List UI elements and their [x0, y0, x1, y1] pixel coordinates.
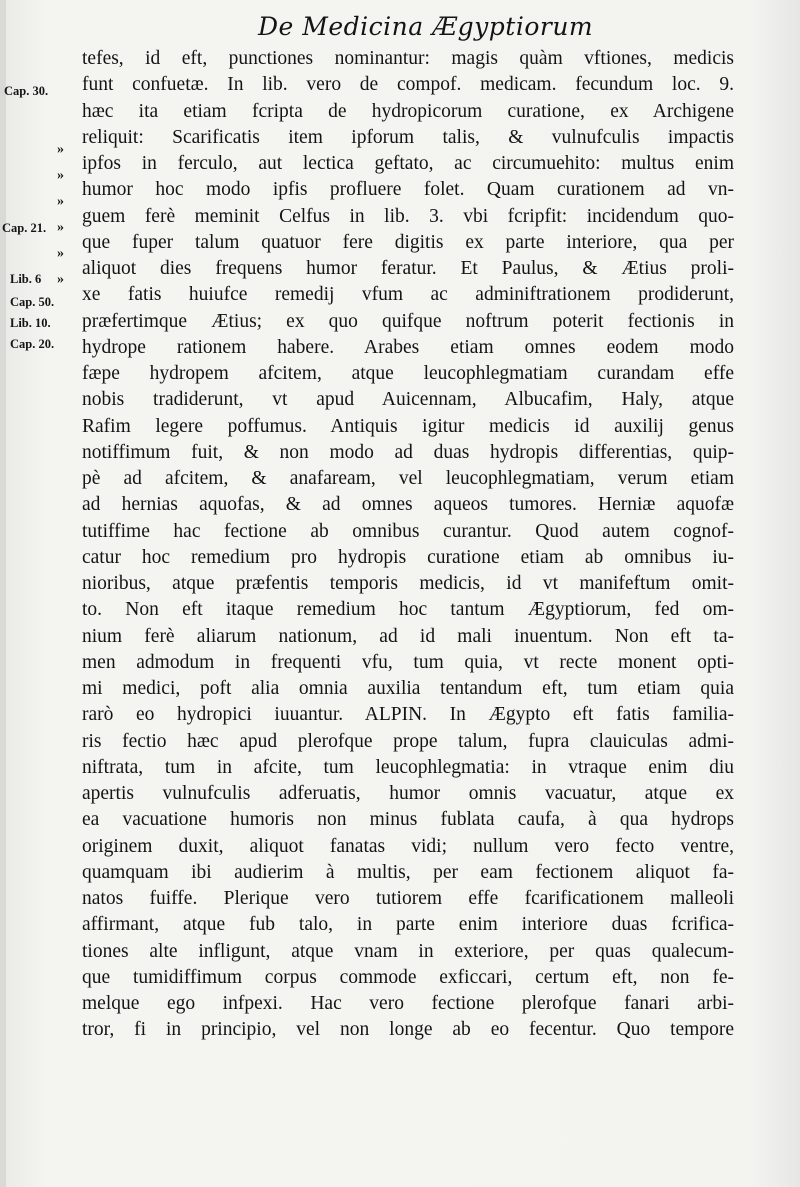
text-line: melque ego infpexi. Hac vero fectione plerofque fanari arbi-	[82, 993, 734, 1014]
text-line: præfertimque Ætius; ex quo quifque noftrum poterit fectionis in	[82, 310, 734, 332]
margin-note-cap-30: Cap. 30.	[4, 84, 49, 98]
text-line: ipfos in ferculo, aut lectica geftato, ac circumuehito: multus enim	[82, 153, 734, 174]
text-line: to. Non eft itaque remedium hoc tantum Ægyptiorum, fed om-	[82, 599, 734, 621]
quote-mark: »	[57, 194, 64, 209]
text-line: ad hernias aquofas, & ad omnes aqueos tumores. Herniæ aquofæ	[82, 494, 734, 516]
text-line: affirmant, atque fub talo, in parte enim interiore duas fcrifica-	[82, 914, 734, 936]
text-line: funt confuetæ. In lib. vero de compof. medicam. fecundum loc. 9.	[82, 74, 734, 96]
text-line: niftrata, tum in afcite, tum leucophlegmatia: in vtraque enim diu	[82, 756, 734, 778]
text-line: natos fuiffe. Plerique vero tutiorem effe fcarificationem malleoli	[82, 888, 734, 909]
text-line: ea vacuatione humoris non minus fublata caufa, à qua hydrops	[82, 809, 734, 831]
text-line: fæpe hydropem afcitem, atque leucophlegmatiam curandam effe	[82, 363, 734, 384]
text-line: tutiffime hac fectione ab omnibus curantur. Quod autem cognof-	[82, 520, 734, 542]
text-line: que tumidiffimum corpus commode exficcari, certum eft, non fe-	[82, 966, 734, 988]
quote-mark: »	[57, 272, 64, 287]
running-header: De Medicina Ægyptiorum	[258, 12, 594, 41]
text-line: rarò eo hydropici iuuantur. ALPIN. In Ægypto eft fatis familia-	[82, 704, 734, 726]
margin-note-lib-6: Lib. 6	[10, 272, 42, 286]
text-line: hæc ita etiam fcripta de hydropicorum curatione, ex Archigene	[82, 100, 734, 122]
text-line: quamquam ibi audierim à multis, per eam fectionem aliquot fa-	[82, 861, 734, 883]
margin-note-cap-20: Cap. 20.	[10, 337, 55, 351]
margin-note-lib-10: Lib. 10.	[10, 316, 51, 330]
text-line: nium ferè aliarum nationum, ad id mali inuentum. Non eft ta-	[82, 625, 734, 647]
margin-note-cap-21: Cap. 21.	[2, 221, 47, 235]
text-line: tiones alte infligunt, atque vnam in exteriore, per quas qualecum-	[82, 940, 734, 962]
text-line: apertis vulnufculis adferuatis, humor omnis vacuatur, atque ex	[82, 783, 734, 804]
text-line: tror, fi in principio, vel non longe ab eo fecentur. Quo tempore	[82, 1019, 734, 1041]
text-line: tefes, id eft, punctiones nominantur: magis quàm vftiones, medicis	[82, 48, 734, 69]
text-line: hydrope rationem habere. Arabes etiam omnes eodem modo	[82, 336, 734, 358]
text-line: guem ferè meminit Celfus in lib. 3. vbi fcripfit: incidendum quo-	[82, 205, 734, 227]
text-line: notiffimum fuit, & non modo ad duas hydropis differentias, quip-	[82, 441, 734, 463]
text-line: nobis tradiderunt, vt apud Auicennam, Albucafim, Haly, atque	[82, 389, 734, 411]
text-line: pè ad afcitem, & anafaream, vel leucophlegmatiam, verum etiam	[82, 468, 734, 489]
text-line: men admodum in frequenti vfu, tum quia, vt recte monent opti-	[82, 651, 734, 673]
quote-mark: »	[57, 142, 64, 157]
text-line: ris fectio hæc apud plerofque prope talum, fupra clauiculas admi-	[82, 730, 734, 752]
text-line: Rafim legere poffumus. Antiquis igitur medicis id auxilij genus	[82, 415, 734, 437]
quote-mark: »	[57, 246, 64, 261]
margin-note-cap-50: Cap. 50.	[10, 295, 55, 309]
text-line: xe fatis huiufce remedij vfum ac adminiftrationem prodiderunt,	[82, 284, 734, 306]
text-line: aliquot dies frequens humor feratur. Et Paulus, & Ætius proli-	[82, 258, 734, 279]
text-line: humor hoc modo ipfis profluere folet. Quam curationem ad vn-	[82, 179, 734, 201]
text-line: que fuper talum quatuor fere digitis ex parte interiore, qua per	[82, 231, 734, 253]
text-line: reliquit: Scarificatis item ipforum talis, & vulnufculis impactis	[82, 126, 734, 148]
quote-mark: »	[57, 220, 64, 235]
text-line: catur hoc remedium pro hydropis curatione etiam ab omnibus iu-	[82, 546, 734, 568]
quote-mark: »	[57, 168, 64, 183]
text-line: nioribus, atque præfentis temporis medicis, id vt manifeftum omit-	[82, 573, 734, 594]
text-line: originem duxit, aliquot fanatas vidi; nullum vero fecto ventre,	[82, 835, 734, 857]
page-edge-shadow	[0, 0, 6, 1187]
text-line: mi medici, poft alia omnia auxilia tentandum eft, tum etiam quia	[82, 678, 734, 699]
body-text	[82, 46, 734, 1044]
